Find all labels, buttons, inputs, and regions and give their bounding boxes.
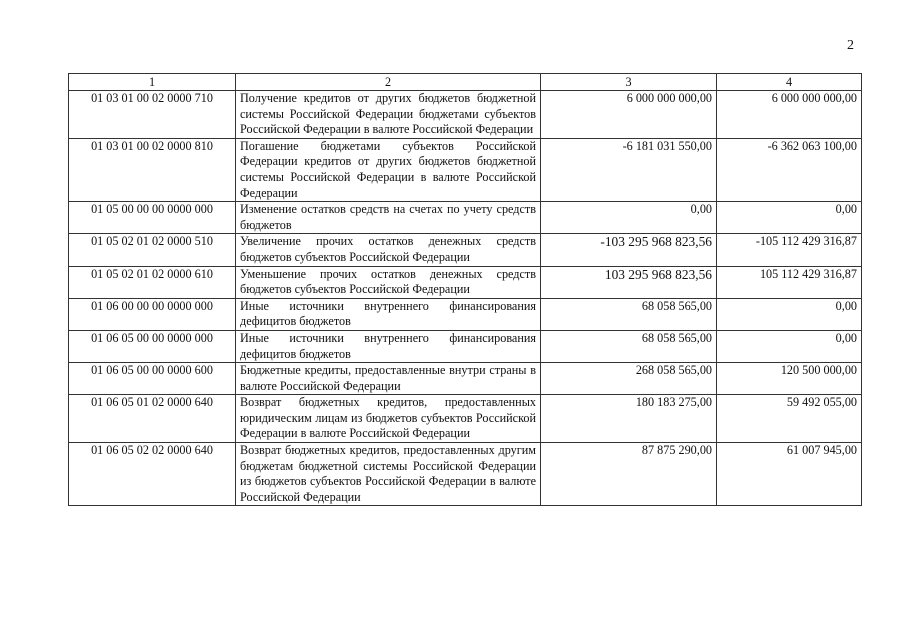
header-col-2: 2	[236, 74, 541, 91]
table-row	[69, 298, 862, 330]
classification-code: 01 05 00 00 00 0000 000	[69, 202, 236, 234]
amount-col-3: 6 000 000 000,00	[541, 91, 717, 139]
row-description: Иные источники внутреннего финансирования дефицитов бюджетов	[236, 298, 541, 330]
table-row	[69, 330, 862, 362]
row-description: Уменьшение прочих остатков денежных средств бюджетов субъектов Российской Федерации	[236, 266, 541, 298]
row-description: Возврат бюджетных кредитов, предоставленных другим бюджетам бюджетной системы Российской Федерации из бюджетов субъектов Российской Федерации в валюте Российской Федерации	[236, 443, 541, 506]
header-col-1: 1	[69, 74, 236, 91]
amount-col-3: 180 183 275,00	[541, 395, 717, 443]
amount-col-4: 0,00	[717, 330, 862, 362]
amount-col-4: -105 112 429 316,87	[717, 234, 862, 266]
table-row	[69, 443, 862, 506]
amount-col-4: 6 000 000 000,00	[717, 91, 862, 139]
classification-code: 01 05 02 01 02 0000 510	[69, 234, 236, 266]
classification-code: 01 06 05 01 02 0000 640	[69, 395, 236, 443]
amount-col-4: 0,00	[717, 202, 862, 234]
row-description: Получение кредитов от других бюджетов бюджетной системы Российской Федерации бюджетами субъектов Российской Федерации в валюте Российской Федерации	[236, 91, 541, 139]
classification-code: 01 06 05 00 00 0000 000	[69, 330, 236, 362]
row-description: Изменение остатков средств на счетах по учету средств бюджетов	[236, 202, 541, 234]
classification-code: 01 06 05 02 02 0000 640	[69, 443, 236, 506]
classification-code: 01 03 01 00 02 0000 810	[69, 138, 236, 201]
table-row	[69, 138, 862, 201]
row-description: Увеличение прочих остатков денежных средств бюджетов субъектов Российской Федерации	[236, 234, 541, 266]
amount-col-3: 68 058 565,00	[541, 330, 717, 362]
amount-col-3: 103 295 968 823,56	[541, 266, 717, 298]
amount-col-3: 87 875 290,00	[541, 443, 717, 506]
amount-col-3: 68 058 565,00	[541, 298, 717, 330]
table-row	[69, 395, 862, 443]
amount-col-4: 105 112 429 316,87	[717, 266, 862, 298]
amount-col-4: 59 492 055,00	[717, 395, 862, 443]
row-description: Погашение бюджетами субъектов Российской Федерации кредитов от других бюджетов бюджетной системы Российской Федерации в валюте Российской Федерации	[236, 138, 541, 201]
row-description: Иные источники внутреннего финансирования дефицитов бюджетов	[236, 330, 541, 362]
amount-col-3: 0,00	[541, 202, 717, 234]
header-col-4: 4	[717, 74, 862, 91]
row-description: Бюджетные кредиты, предоставленные внутри страны в валюте Российской Федерации	[236, 363, 541, 395]
classification-code: 01 03 01 00 02 0000 710	[69, 91, 236, 139]
amount-col-3: -103 295 968 823,56	[541, 234, 717, 266]
row-description: Возврат бюджетных кредитов, предоставленных юридическим лицам из бюджетов субъектов Российской Федерации в валюте Российской Федерации	[236, 395, 541, 443]
amount-col-4: -6 362 063 100,00	[717, 138, 862, 201]
table-row	[69, 91, 862, 139]
classification-code: 01 05 02 01 02 0000 610	[69, 266, 236, 298]
classification-code: 01 06 00 00 00 0000 000	[69, 298, 236, 330]
amount-col-4: 0,00	[717, 298, 862, 330]
table-row	[69, 202, 862, 234]
table-row	[69, 363, 862, 395]
table-row	[69, 266, 862, 298]
page-number: 2	[847, 38, 854, 53]
classification-code: 01 06 05 00 00 0000 600	[69, 363, 236, 395]
header-col-3: 3	[541, 74, 717, 91]
table-row	[69, 234, 862, 266]
amount-col-3: 268 058 565,00	[541, 363, 717, 395]
table-header-row	[69, 74, 862, 91]
amount-col-4: 61 007 945,00	[717, 443, 862, 506]
amount-col-4: 120 500 000,00	[717, 363, 862, 395]
amount-col-3: -6 181 031 550,00	[541, 138, 717, 201]
budget-sources-table	[68, 73, 862, 506]
